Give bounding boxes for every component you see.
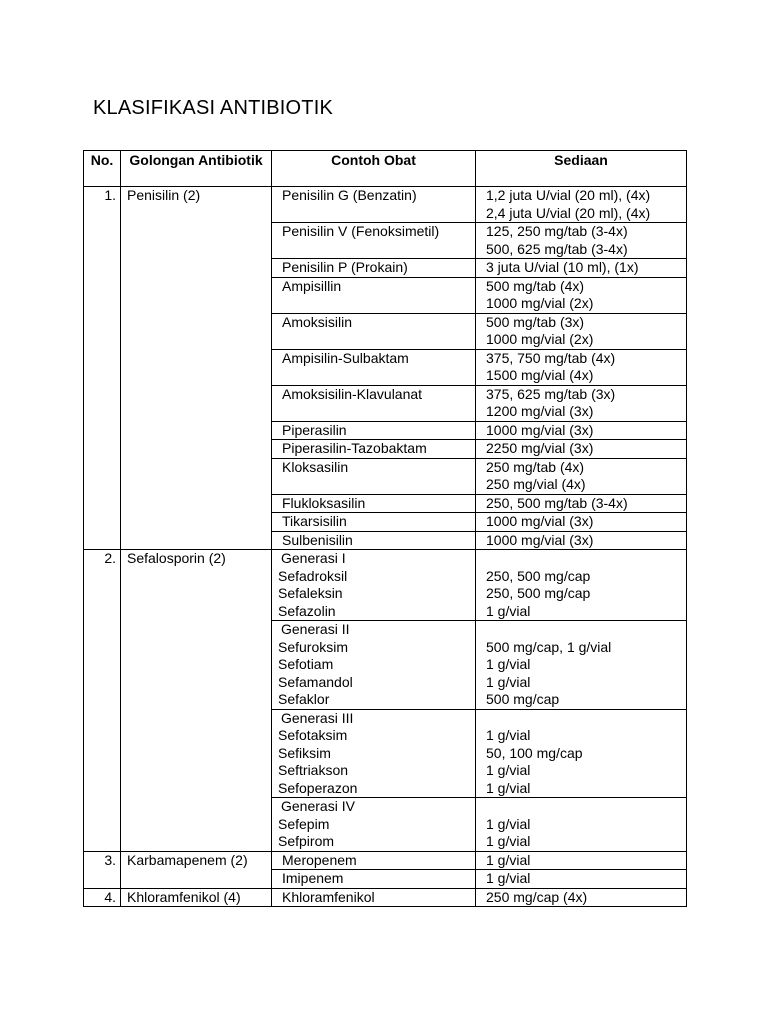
row-number-cell [84, 421, 121, 440]
drug-name: Imipenem [282, 870, 344, 886]
sediaan-cell [476, 440, 687, 459]
golongan-cell [121, 187, 272, 223]
dosage-text: 1000 mg/vial (2x) [486, 295, 594, 311]
header-sediaan: Sediaan [476, 151, 687, 187]
row-number-cell [84, 870, 121, 889]
dosage-text: 250, 500 mg/tab (3-4x) [486, 494, 628, 511]
table-header-row [84, 151, 687, 187]
dosage-text: 1 g/vial [486, 673, 531, 690]
row-number-cell [84, 349, 121, 385]
drug-name: Sefotiam [278, 656, 334, 672]
contoh-obat-cell [272, 277, 476, 313]
golongan-cell [121, 888, 272, 907]
drug-name: Penisilin G (Benzatin) [282, 187, 417, 203]
contoh-obat-cell [272, 888, 476, 907]
contoh-obat-cell [272, 494, 476, 513]
row-number-cell [84, 458, 121, 494]
row-number: 3. [104, 851, 116, 868]
drug-name: Amoksisilin [282, 313, 353, 330]
dosage-text: 50, 100 mg/cap [486, 744, 583, 761]
golongan-cell [121, 550, 272, 621]
header-no: No. [84, 151, 121, 187]
table-row [84, 421, 687, 440]
sediaan-cell [476, 187, 687, 223]
header-golongan: Golongan Antibiotik [121, 151, 272, 187]
dosage-text: 500 mg/cap, 1 g/vial [486, 638, 612, 655]
table-row [84, 851, 687, 870]
golongan-cell [121, 259, 272, 278]
row-number-cell [84, 851, 121, 870]
spacer [486, 550, 686, 568]
row-number-cell [84, 798, 121, 852]
row-number-cell [84, 385, 121, 421]
golongan-cell [121, 421, 272, 440]
table-row [84, 513, 687, 532]
spacer [486, 710, 686, 728]
table-row [84, 385, 687, 421]
dosage-text: 1 g/vial [486, 656, 531, 672]
golongan-cell [121, 385, 272, 421]
dosage-text: 1 g/vial [486, 815, 531, 832]
sediaan-cell [476, 550, 687, 621]
sediaan-cell [476, 223, 687, 259]
sediaan-cell [476, 870, 687, 889]
sediaan-cell [476, 709, 687, 798]
golongan-cell [121, 531, 272, 550]
table-row [84, 621, 687, 710]
golongan-cell [121, 621, 272, 710]
drug-name: Kloksasilin [282, 458, 349, 475]
sediaan-cell [476, 851, 687, 870]
contoh-obat-cell [272, 798, 476, 852]
contoh-obat-cell [272, 458, 476, 494]
golongan-cell [121, 513, 272, 532]
sediaan-cell [476, 458, 687, 494]
row-number-cell [84, 259, 121, 278]
golongan-cell [121, 798, 272, 852]
generation-heading: Generasi III [281, 709, 354, 726]
drug-name: Sefiksim [278, 744, 331, 761]
drug-name: Sefaklor [278, 691, 330, 707]
table-row [84, 223, 687, 259]
golongan-cell [121, 709, 272, 798]
sediaan-cell [476, 531, 687, 550]
golongan-cell [121, 870, 272, 889]
row-number-cell [84, 550, 121, 621]
drug-name: Penisilin V (Fenoksimetil) [282, 223, 440, 239]
sediaan-cell [476, 277, 687, 313]
contoh-obat-cell [272, 259, 476, 278]
drug-name: Ampisilin-Sulbaktam [282, 349, 409, 366]
dosage-text: 1 g/vial [486, 833, 531, 849]
spacer [486, 621, 686, 639]
contoh-obat-cell [272, 550, 476, 621]
dosage-text: 1000 mg/vial (3x) [486, 531, 594, 548]
sediaan-cell [476, 349, 687, 385]
table-row [84, 349, 687, 385]
drug-name: Sefotaksim [278, 727, 348, 743]
drug-name: Khloramfenikol [282, 888, 375, 905]
golongan-name: Sefalosporin (2) [127, 550, 226, 566]
row-number-cell [84, 223, 121, 259]
page-title: KLASIFIKASI ANTIBIOTIK [93, 97, 334, 119]
dosage-text: 250, 500 mg/cap [486, 585, 591, 601]
drug-name: Seftriakson [278, 762, 349, 778]
dosage-text: 1 g/vial [486, 870, 531, 886]
dosage-text: 250 mg/vial (4x) [486, 476, 586, 492]
contoh-obat-cell [272, 223, 476, 259]
dosage-text: 375, 750 mg/tab (4x) [486, 349, 616, 366]
table-row [84, 494, 687, 513]
sediaan-cell [476, 313, 687, 349]
row-number-cell [84, 513, 121, 532]
table-body [84, 187, 687, 907]
contoh-obat-cell [272, 531, 476, 550]
row-number-cell [84, 531, 121, 550]
dosage-text: 1200 mg/vial (3x) [486, 403, 594, 419]
drug-name: Meropenem [282, 851, 357, 868]
antibiotic-table [83, 150, 687, 907]
dosage-text: 1 g/vial [486, 851, 531, 868]
drug-name: Penisilin P (Prokain) [282, 259, 408, 275]
dosage-text: 500 mg/tab (4x) [486, 277, 585, 294]
dosage-text: 500, 625 mg/tab (3-4x) [486, 240, 628, 257]
contoh-obat-cell [272, 313, 476, 349]
drug-name: Ampisillin [282, 277, 342, 294]
drug-name: Sefepim [278, 815, 330, 832]
golongan-name: Khloramfenikol (4) [127, 888, 241, 905]
golongan-cell [121, 277, 272, 313]
dosage-text: 375, 625 mg/tab (3x) [486, 385, 616, 402]
sediaan-cell [476, 385, 687, 421]
contoh-obat-cell [272, 513, 476, 532]
contoh-obat-cell [272, 709, 476, 798]
generation-heading: Generasi I [281, 550, 346, 566]
drug-name: Sefuroksim [278, 638, 349, 655]
row-number-cell [84, 888, 121, 907]
dosage-text: 1500 mg/vial (4x) [486, 367, 594, 383]
drug-name: Sefaleksin [278, 585, 343, 601]
contoh-obat-cell [272, 870, 476, 889]
contoh-obat-cell [272, 421, 476, 440]
drug-name: Piperasilin [282, 421, 347, 438]
drug-name: Sefpirom [278, 833, 335, 849]
contoh-obat-cell [272, 851, 476, 870]
contoh-obat-cell [272, 349, 476, 385]
contoh-obat-cell [272, 440, 476, 459]
row-number: 2. [104, 550, 116, 566]
contoh-obat-cell [272, 187, 476, 223]
dosage-text: 1 g/vial [486, 727, 531, 743]
row-number-cell [84, 709, 121, 798]
contoh-obat-cell [272, 385, 476, 421]
row-number: 1. [104, 187, 116, 203]
golongan-name: Penisilin (2) [127, 187, 201, 203]
table-row [84, 870, 687, 889]
golongan-cell [121, 313, 272, 349]
generation-heading: Generasi IV [281, 798, 355, 814]
sediaan-cell [476, 259, 687, 278]
dosage-text: 250 mg/cap (4x) [486, 888, 588, 905]
golongan-cell [121, 440, 272, 459]
dosage-text: 1000 mg/vial (3x) [486, 421, 594, 438]
dosage-text: 2,4 juta U/vial (20 ml), (4x) [486, 204, 651, 221]
table-row [84, 458, 687, 494]
table-row [84, 550, 687, 621]
sediaan-cell [476, 888, 687, 907]
row-number-cell [84, 277, 121, 313]
row-number: 4. [104, 888, 116, 905]
drug-name: Tikarsisilin [282, 513, 347, 529]
table-row [84, 531, 687, 550]
drug-name: Sefoperazon [278, 779, 358, 796]
dosage-text: 125, 250 mg/tab (3-4x) [486, 223, 628, 239]
drug-name: Sefadroksil [278, 567, 348, 584]
golongan-cell [121, 851, 272, 870]
sediaan-cell [476, 513, 687, 532]
row-number-cell [84, 494, 121, 513]
drug-name: Piperasilin-Tazobaktam [282, 440, 427, 456]
table-row [84, 187, 687, 223]
drug-name: Amoksisilin-Klavulanat [282, 385, 423, 402]
table-row [84, 798, 687, 852]
dosage-text: 500 mg/cap [486, 691, 560, 707]
sediaan-cell [476, 798, 687, 852]
table-row [84, 440, 687, 459]
dosage-text: 1000 mg/vial (2x) [486, 331, 594, 347]
golongan-name: Karbamapenem (2) [127, 851, 248, 868]
golongan-cell [121, 349, 272, 385]
table-row [84, 277, 687, 313]
table-row [84, 259, 687, 278]
dosage-text: 1 g/vial [486, 779, 531, 796]
spacer [486, 798, 686, 816]
row-number-cell [84, 187, 121, 223]
drug-name: Sefazolin [278, 602, 336, 619]
dosage-text: 1 g/vial [486, 602, 531, 619]
dosage-text: 250, 500 mg/cap [486, 567, 591, 584]
dosage-text: 500 mg/tab (3x) [486, 313, 585, 330]
drug-name: Sefamandol [278, 673, 353, 690]
drug-name: Sulbenisilin [282, 531, 353, 548]
drug-name: Flukloksasilin [282, 494, 366, 511]
golongan-cell [121, 494, 272, 513]
dosage-text: 2250 mg/vial (3x) [486, 440, 594, 456]
header-contoh-obat: Contoh Obat [272, 151, 476, 187]
dosage-text: 1 g/vial [486, 762, 531, 778]
golongan-cell [121, 223, 272, 259]
table-row [84, 313, 687, 349]
table-row [84, 709, 687, 798]
dosage-text: 250 mg/tab (4x) [486, 458, 585, 475]
dosage-text: 3 juta U/vial (10 ml), (1x) [486, 259, 639, 275]
sediaan-cell [476, 421, 687, 440]
row-number-cell [84, 621, 121, 710]
dosage-text: 1000 mg/vial (3x) [486, 513, 594, 529]
golongan-cell [121, 458, 272, 494]
sediaan-cell [476, 621, 687, 710]
contoh-obat-cell [272, 621, 476, 710]
table-row [84, 888, 687, 907]
row-number-cell [84, 313, 121, 349]
dosage-text: 1,2 juta U/vial (20 ml), (4x) [486, 187, 651, 203]
row-number-cell [84, 440, 121, 459]
sediaan-cell [476, 494, 687, 513]
generation-heading: Generasi II [281, 621, 350, 637]
